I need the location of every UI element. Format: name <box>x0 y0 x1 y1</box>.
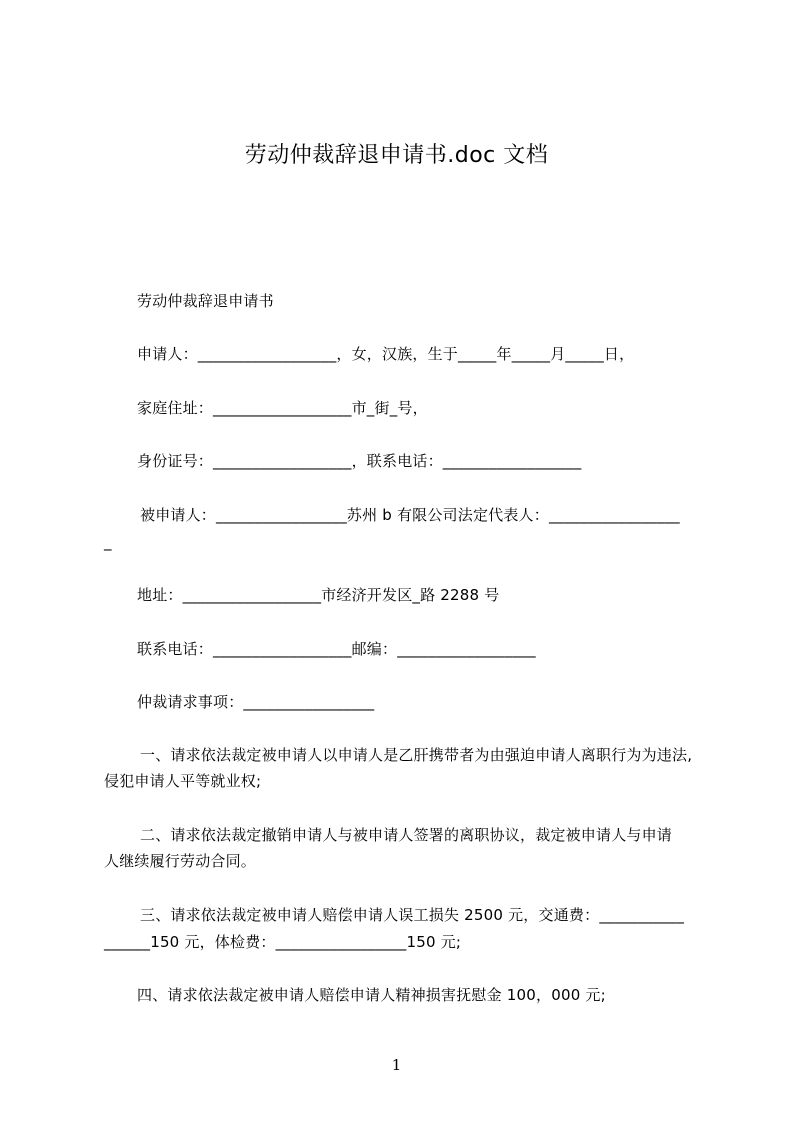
respondent-line-continuation: _ <box>104 533 112 551</box>
page-number: 1 <box>391 1056 402 1074</box>
claim-1-line-2: 侵犯申请人平等就业权; <box>104 772 262 790</box>
id-number-line: 身份证号：__________________，联系电话：__________________ <box>137 452 582 470</box>
applicant-line: 申请人：__________________，女，汉族，生于_____年_____月_____日， <box>137 345 635 363</box>
claim-4-line-1: 四、请求依法裁定被申请人赔偿申请人精神损害抚慰金 100，000 元; <box>137 986 606 1004</box>
contact-line: 联系电话：__________________邮编：__________________ <box>137 640 536 658</box>
claim-2-line-1: 二、请求依法裁定撤销申请人与被申请人签署的离职协议，裁定被申请人与申请 <box>140 826 673 844</box>
document-heading: 劳动仲裁辞退申请书 <box>137 292 274 310</box>
claim-3-line-1: 三、请求依法裁定被申请人赔偿申请人误工损失 2500 元，交通费：___________ <box>140 906 685 924</box>
claim-2-line-2: 人继续履行劳动合同。 <box>104 852 257 870</box>
company-address-line: 地址：__________________市经济开发区_路 2288 号 <box>137 586 500 604</box>
document-title: 劳动仲裁辞退申请书.doc 文档 <box>244 143 549 168</box>
claims-heading: 仲裁请求事项：_________________ <box>137 693 375 711</box>
claim-3-line-2: ______150 元，体检费：_________________150 元; <box>104 933 462 951</box>
claim-1-line-1: 一、请求依法裁定被申请人以申请人是乙肝携带者为由强迫申请人离职行为为违法, <box>140 746 693 764</box>
respondent-line: 被申请人：_________________苏州 b 有限公司法定代表人：_________________ <box>140 506 680 524</box>
address-line: 家庭住址：__________________市_街_号， <box>137 399 428 417</box>
